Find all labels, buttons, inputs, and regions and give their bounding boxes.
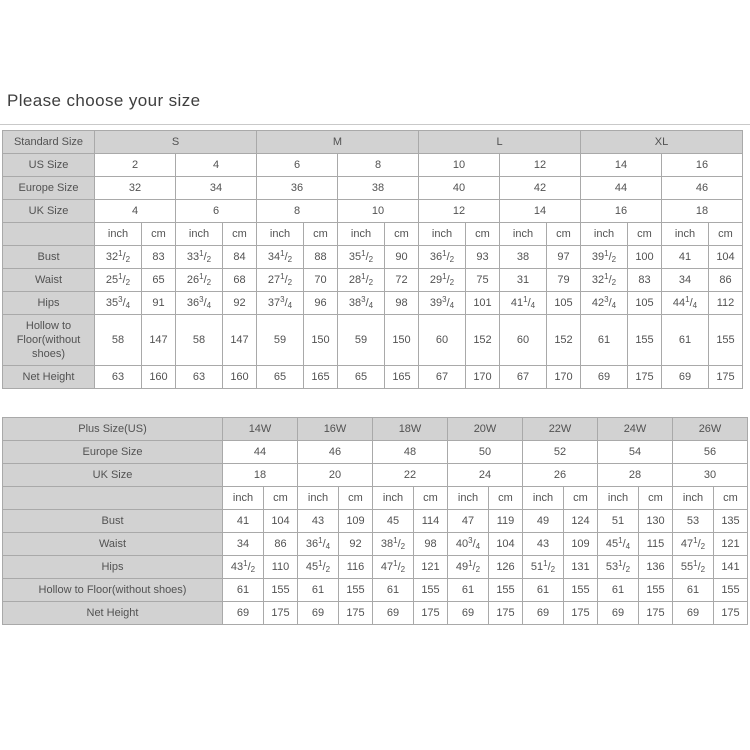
value-cell: 75 (466, 269, 500, 292)
row-label: Bust (3, 510, 223, 533)
value-cell: 155 (639, 579, 673, 602)
value-cell: $26^1/_2$ (176, 269, 223, 292)
size-conversion-row (3, 200, 743, 223)
unit-cell: cm (223, 223, 257, 246)
value-cell: 61 (523, 579, 564, 602)
value-cell: 59 (257, 315, 304, 366)
value-cell: 175 (714, 602, 748, 625)
row-label: Hips (3, 556, 223, 579)
value-cell: $38^1/_2$ (373, 533, 414, 556)
value-cell: 60 (419, 315, 466, 366)
row-label: US Size (3, 154, 95, 177)
value-cell: 67 (500, 366, 547, 389)
value-cell: 135 (714, 510, 748, 533)
value-cell: 43 (523, 533, 564, 556)
value-cell: 60 (500, 315, 547, 366)
value-cell: 69 (673, 602, 714, 625)
value-cell: 86 (264, 533, 298, 556)
value-cell: 170 (547, 366, 581, 389)
value-cell: 175 (489, 602, 523, 625)
row-label: Waist (3, 533, 223, 556)
value-cell: $37^3/_4$ (257, 292, 304, 315)
value-cell: $35^3/_4$ (95, 292, 142, 315)
page-title: Please choose your size (7, 91, 201, 110)
value-cell: 155 (709, 315, 743, 366)
value-cell: $35^1/_2$ (338, 246, 385, 269)
value-cell: 63 (95, 366, 142, 389)
value-cell: 61 (662, 315, 709, 366)
value-cell: 59 (338, 315, 385, 366)
unit-cell: inch (419, 223, 466, 246)
size-conversion-row (3, 441, 748, 464)
value-cell: 175 (628, 366, 662, 389)
value-cell: 105 (628, 292, 662, 315)
value-cell: 61 (373, 579, 414, 602)
value-cell: 69 (373, 602, 414, 625)
value-cell: 26 (523, 464, 598, 487)
unit-cell: cm (304, 223, 338, 246)
unit-cell: cm (709, 223, 743, 246)
value-cell: 104 (489, 533, 523, 556)
value-cell: 105 (547, 292, 581, 315)
value-cell: 8 (338, 154, 419, 177)
value-cell: 100 (628, 246, 662, 269)
measurement-row (3, 579, 748, 602)
value-cell: 92 (223, 292, 257, 315)
value-cell: 175 (564, 602, 598, 625)
unit-row-spacer (3, 223, 95, 246)
value-cell: 90 (385, 246, 419, 269)
value-cell: 34 (176, 177, 257, 200)
value-cell: 61 (673, 579, 714, 602)
value-cell: $49^1/_2$ (448, 556, 489, 579)
value-cell: 32 (95, 177, 176, 200)
value-cell: $38^3/_4$ (338, 292, 385, 315)
value-cell: 6 (176, 200, 257, 223)
unit-cell: inch (662, 223, 709, 246)
value-cell: $47^1/_2$ (673, 533, 714, 556)
unit-cell: inch (223, 487, 264, 510)
value-cell: 69 (523, 602, 564, 625)
value-cell: 155 (489, 579, 523, 602)
unit-cell: inch (338, 223, 385, 246)
value-cell: 48 (373, 441, 448, 464)
unit-row (3, 223, 743, 246)
value-cell: 38 (500, 246, 547, 269)
size-group-cell: 26W (673, 418, 748, 441)
value-cell: 30 (673, 464, 748, 487)
unit-cell: cm (466, 223, 500, 246)
value-cell: 69 (223, 602, 264, 625)
measurement-row (3, 246, 743, 269)
value-cell: 121 (714, 533, 748, 556)
unit-row-spacer (3, 487, 223, 510)
value-cell: 10 (419, 154, 500, 177)
measurement-row (3, 556, 748, 579)
unit-cell: inch (500, 223, 547, 246)
value-cell: 4 (176, 154, 257, 177)
value-cell: 42 (500, 177, 581, 200)
row-label: UK Size (3, 464, 223, 487)
value-cell: 72 (385, 269, 419, 292)
size-group-cell: 22W (523, 418, 598, 441)
value-cell: $40^3/_4$ (448, 533, 489, 556)
divider (0, 124, 750, 125)
value-cell: 91 (142, 292, 176, 315)
size-conversion-row (3, 177, 743, 200)
plus-size-table (2, 417, 748, 625)
value-cell: $39^3/_4$ (419, 292, 466, 315)
value-cell: 97 (547, 246, 581, 269)
size-group-cell: S (95, 131, 257, 154)
unit-cell: cm (714, 487, 748, 510)
value-cell: 69 (448, 602, 489, 625)
value-cell: 44 (223, 441, 298, 464)
value-cell: 36 (257, 177, 338, 200)
value-cell: 147 (223, 315, 257, 366)
value-cell: 69 (662, 366, 709, 389)
value-cell: 61 (598, 579, 639, 602)
size-conversion-row (3, 464, 748, 487)
unit-cell: cm (264, 487, 298, 510)
value-cell: 175 (639, 602, 673, 625)
value-cell: $47^1/_2$ (373, 556, 414, 579)
value-cell: 63 (176, 366, 223, 389)
value-cell: 160 (142, 366, 176, 389)
value-cell: 18 (223, 464, 298, 487)
value-cell: 22 (373, 464, 448, 487)
value-cell: 47 (448, 510, 489, 533)
row-label: Waist (3, 269, 95, 292)
value-cell: 141 (714, 556, 748, 579)
value-cell: 96 (304, 292, 338, 315)
value-cell: 46 (298, 441, 373, 464)
size-group-row (3, 418, 748, 441)
value-cell: 61 (298, 579, 339, 602)
value-cell: 92 (339, 533, 373, 556)
measurement-row (3, 315, 743, 366)
unit-cell: cm (489, 487, 523, 510)
value-cell: 61 (581, 315, 628, 366)
value-cell: 175 (709, 366, 743, 389)
measurement-row (3, 366, 743, 389)
value-cell: 170 (466, 366, 500, 389)
value-cell: 112 (709, 292, 743, 315)
value-cell: 20 (298, 464, 373, 487)
unit-cell: inch (581, 223, 628, 246)
value-cell: 165 (304, 366, 338, 389)
value-cell: $44^1/_4$ (662, 292, 709, 315)
value-cell: 53 (673, 510, 714, 533)
value-cell: 43 (298, 510, 339, 533)
unit-cell: inch (673, 487, 714, 510)
value-cell: 150 (385, 315, 419, 366)
value-cell: $53^1/_2$ (598, 556, 639, 579)
value-cell: 68 (223, 269, 257, 292)
value-cell: 56 (673, 441, 748, 464)
value-cell: $43^1/_2$ (223, 556, 264, 579)
row-label: Bust (3, 246, 95, 269)
unit-cell: inch (598, 487, 639, 510)
measurement-row (3, 602, 748, 625)
value-cell: 8 (257, 200, 338, 223)
value-cell: 119 (489, 510, 523, 533)
value-cell: 93 (466, 246, 500, 269)
value-cell: $34^1/_2$ (257, 246, 304, 269)
value-cell: 28 (598, 464, 673, 487)
unit-cell: cm (414, 487, 448, 510)
measurement-row (3, 269, 743, 292)
value-cell: 150 (304, 315, 338, 366)
value-cell: 155 (714, 579, 748, 602)
value-cell: $36^1/_2$ (419, 246, 466, 269)
value-cell: $41^1/_4$ (500, 292, 547, 315)
size-group-cell: M (257, 131, 419, 154)
value-cell: $42^3/_4$ (581, 292, 628, 315)
value-cell: $32^1/_2$ (95, 246, 142, 269)
value-cell: 155 (339, 579, 373, 602)
value-cell: 70 (304, 269, 338, 292)
value-cell: 24 (448, 464, 523, 487)
value-cell: 155 (564, 579, 598, 602)
size-group-cell: 18W (373, 418, 448, 441)
unit-cell: cm (547, 223, 581, 246)
measurement-row (3, 533, 748, 556)
value-cell: 69 (581, 366, 628, 389)
value-cell: 98 (414, 533, 448, 556)
value-cell: 98 (385, 292, 419, 315)
value-cell: 155 (264, 579, 298, 602)
value-cell: 110 (264, 556, 298, 579)
value-cell: $25^1/_2$ (95, 269, 142, 292)
unit-row (3, 487, 748, 510)
measurement-row (3, 292, 743, 315)
size-conversion-row (3, 154, 743, 177)
value-cell: $28^1/_2$ (338, 269, 385, 292)
value-cell: 65 (338, 366, 385, 389)
value-cell: $33^1/_2$ (176, 246, 223, 269)
value-cell: 109 (339, 510, 373, 533)
unit-cell: inch (523, 487, 564, 510)
value-cell: 124 (564, 510, 598, 533)
size-group-row (3, 131, 743, 154)
unit-cell: cm (564, 487, 598, 510)
row-label: Europe Size (3, 441, 223, 464)
value-cell: $29^1/_2$ (419, 269, 466, 292)
unit-cell: inch (298, 487, 339, 510)
value-cell: 175 (264, 602, 298, 625)
value-cell: 83 (142, 246, 176, 269)
value-cell: 34 (662, 269, 709, 292)
value-cell: 51 (598, 510, 639, 533)
size-group-cell: 24W (598, 418, 673, 441)
value-cell: 40 (419, 177, 500, 200)
value-cell: 121 (414, 556, 448, 579)
value-cell: $45^1/_2$ (298, 556, 339, 579)
value-cell: $36^1/_4$ (298, 533, 339, 556)
row-label: Europe Size (3, 177, 95, 200)
value-cell: 86 (709, 269, 743, 292)
row-label: UK Size (3, 200, 95, 223)
value-cell: 175 (414, 602, 448, 625)
unit-cell: cm (628, 223, 662, 246)
value-cell: 83 (628, 269, 662, 292)
row-label: Standard Size (3, 131, 95, 154)
value-cell: 16 (581, 200, 662, 223)
value-cell: 2 (95, 154, 176, 177)
value-cell: 49 (523, 510, 564, 533)
value-cell: $32^1/_2$ (581, 269, 628, 292)
value-cell: 31 (500, 269, 547, 292)
value-cell: 14 (581, 154, 662, 177)
value-cell: 104 (264, 510, 298, 533)
value-cell: 4 (95, 200, 176, 223)
unit-cell: inch (373, 487, 414, 510)
row-label: Hollow to Floor(without shoes) (3, 579, 223, 602)
value-cell: 160 (223, 366, 257, 389)
value-cell: 41 (662, 246, 709, 269)
value-cell: 12 (419, 200, 500, 223)
size-group-cell: L (419, 131, 581, 154)
value-cell: 65 (257, 366, 304, 389)
value-cell: 101 (466, 292, 500, 315)
value-cell: 14 (500, 200, 581, 223)
value-cell: 54 (598, 441, 673, 464)
value-cell: 34 (223, 533, 264, 556)
unit-cell: cm (385, 223, 419, 246)
value-cell: 69 (298, 602, 339, 625)
size-group-cell: 20W (448, 418, 523, 441)
value-cell: $51^1/_2$ (523, 556, 564, 579)
value-cell: 44 (581, 177, 662, 200)
value-cell: 130 (639, 510, 673, 533)
row-label: Net Height (3, 366, 95, 389)
unit-cell: inch (448, 487, 489, 510)
value-cell: 50 (448, 441, 523, 464)
standard-size-table (2, 130, 743, 389)
value-cell: 58 (176, 315, 223, 366)
unit-cell: cm (142, 223, 176, 246)
value-cell: 58 (95, 315, 142, 366)
value-cell: 155 (628, 315, 662, 366)
value-cell: 155 (414, 579, 448, 602)
value-cell: 147 (142, 315, 176, 366)
value-cell: 6 (257, 154, 338, 177)
value-cell: 16 (662, 154, 743, 177)
value-cell: $36^3/_4$ (176, 292, 223, 315)
value-cell: $55^1/_2$ (673, 556, 714, 579)
value-cell: 84 (223, 246, 257, 269)
size-group-cell: 14W (223, 418, 298, 441)
value-cell: 41 (223, 510, 264, 533)
value-cell: 175 (339, 602, 373, 625)
value-cell: 69 (598, 602, 639, 625)
row-label: Net Height (3, 602, 223, 625)
value-cell: 152 (547, 315, 581, 366)
value-cell: $39^1/_2$ (581, 246, 628, 269)
unit-cell: inch (176, 223, 223, 246)
value-cell: 67 (419, 366, 466, 389)
unit-cell: cm (639, 487, 673, 510)
value-cell: 104 (709, 246, 743, 269)
size-group-cell: 16W (298, 418, 373, 441)
size-group-cell: XL (581, 131, 743, 154)
value-cell: 131 (564, 556, 598, 579)
value-cell: 45 (373, 510, 414, 533)
value-cell: 136 (639, 556, 673, 579)
value-cell: 79 (547, 269, 581, 292)
unit-cell: inch (257, 223, 304, 246)
value-cell: 109 (564, 533, 598, 556)
value-cell: $45^1/_4$ (598, 533, 639, 556)
value-cell: 61 (448, 579, 489, 602)
value-cell: 12 (500, 154, 581, 177)
value-cell: 115 (639, 533, 673, 556)
value-cell: 165 (385, 366, 419, 389)
row-label: Plus Size(US) (3, 418, 223, 441)
row-label: Hips (3, 292, 95, 315)
value-cell: 152 (466, 315, 500, 366)
unit-cell: cm (339, 487, 373, 510)
value-cell: 116 (339, 556, 373, 579)
value-cell: 65 (142, 269, 176, 292)
value-cell: 38 (338, 177, 419, 200)
value-cell: $27^1/_2$ (257, 269, 304, 292)
row-label: Hollow to Floor(without shoes) (3, 315, 95, 366)
measurement-row (3, 510, 748, 533)
value-cell: 126 (489, 556, 523, 579)
value-cell: 114 (414, 510, 448, 533)
value-cell: 88 (304, 246, 338, 269)
value-cell: 18 (662, 200, 743, 223)
value-cell: 10 (338, 200, 419, 223)
unit-cell: inch (95, 223, 142, 246)
value-cell: 46 (662, 177, 743, 200)
value-cell: 61 (223, 579, 264, 602)
value-cell: 52 (523, 441, 598, 464)
